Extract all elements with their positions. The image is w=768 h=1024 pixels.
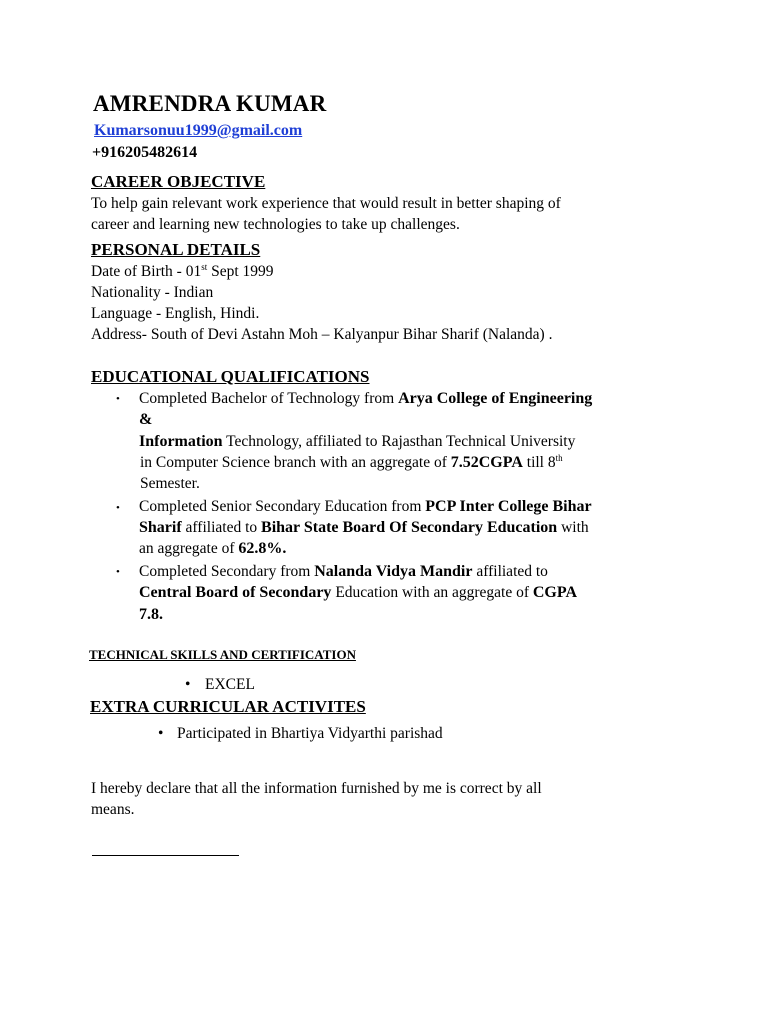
personal-details-heading: PERSONAL DETAILS: [91, 240, 261, 259]
dob-label: Date of Birth - 01: [91, 263, 202, 280]
extra-item-1: Participated in Bhartiya Vidyarthi parishad: [177, 725, 443, 742]
education-item-1-line-1: [139, 388, 592, 409]
percentage-value: 62.8%.: [238, 540, 287, 557]
text: till 8: [522, 454, 556, 471]
skill-excel: EXCEL: [205, 676, 255, 693]
education-item-1-line-2: &: [139, 411, 153, 428]
candidate-name: AMRENDRA KUMAR: [93, 91, 327, 116]
text: Completed Senior Secondary Education from: [139, 498, 426, 515]
education-item-1-line-4: [140, 452, 563, 473]
education-item-2-line-3: [139, 538, 286, 559]
extra-curricular-heading: EXTRA CURRICULAR ACTIVITES: [90, 697, 366, 716]
education-heading: EDUCATIONAL QUALIFICATIONS: [91, 367, 370, 386]
text: an aggregate of: [139, 540, 239, 557]
career-objective-line-2: career and learning new technologies to take up challenges.: [91, 216, 460, 233]
education-item-3-line-2: [139, 582, 577, 603]
text: in Computer Science branch with an aggregate of: [140, 454, 451, 471]
education-item-3-line-3: 7.8.: [139, 606, 163, 623]
text: affiliated to: [181, 519, 262, 536]
cgpa-value: 7.52CGPA: [450, 454, 523, 471]
college-name: PCP Inter College Bihar: [425, 498, 592, 515]
education-item-1-line-3: [139, 431, 575, 452]
board-name: Bihar State Board Of Secondary Education: [261, 519, 558, 536]
dob-rest: Sept 1999: [207, 263, 274, 280]
technical-skills-heading: TECHNICAL SKILLS AND CERTIFICATION: [89, 647, 356, 662]
education-item-3-line-1: [139, 561, 548, 582]
education-bullet-1: •: [116, 393, 120, 405]
extra-bullet: •: [158, 725, 164, 742]
declaration-line-1: I hereby declare that all the information furnished by me is correct by all: [91, 780, 542, 797]
text-bold: Sharif: [139, 519, 182, 536]
text: with: [557, 519, 589, 536]
text: Technology, affiliated to Rajasthan Technical University: [222, 433, 576, 450]
education-item-1-line-5: Semester.: [140, 475, 200, 492]
text: Education with an aggregate of: [331, 584, 533, 601]
date-of-birth: [91, 261, 274, 282]
career-objective-heading: CAREER OBJECTIVE: [91, 172, 266, 191]
skills-bullet: •: [185, 676, 191, 693]
declaration-line-2: means.: [91, 801, 135, 818]
education-bullet-2: •: [116, 502, 120, 514]
text: Completed Bachelor of Technology from: [139, 390, 399, 407]
signature-line: [92, 855, 239, 856]
text: affiliated to: [472, 563, 548, 580]
language: Language - English, Hindi.: [91, 305, 260, 322]
education-bullet-3: •: [116, 566, 120, 578]
text-bold: Information: [139, 433, 223, 450]
school-name: Nalanda Vidya Mandir: [314, 563, 473, 580]
career-objective-line-1: To help gain relevant work experience that would result in better shaping of: [91, 195, 561, 212]
phone-number: +916205482614: [92, 144, 198, 161]
email-link[interactable]: Kumarsonuu1999@gmail.com: [94, 122, 303, 139]
education-item-2-line-2: [139, 517, 589, 538]
education-item-2-line-1: [139, 496, 592, 517]
nationality: Nationality - Indian: [91, 284, 214, 301]
text: Completed Secondary from: [139, 563, 315, 580]
text-bold: CGPA: [532, 584, 578, 601]
ordinal-suffix: th: [555, 453, 563, 463]
address: Address- South of Devi Astahn Moh – Kalyanpur Bihar Sharif (Nalanda) .: [91, 326, 553, 343]
board-name: Central Board of Secondary: [139, 584, 332, 601]
college-name: Arya College of Engineering: [398, 390, 593, 407]
dob-suffix: st: [201, 262, 208, 272]
